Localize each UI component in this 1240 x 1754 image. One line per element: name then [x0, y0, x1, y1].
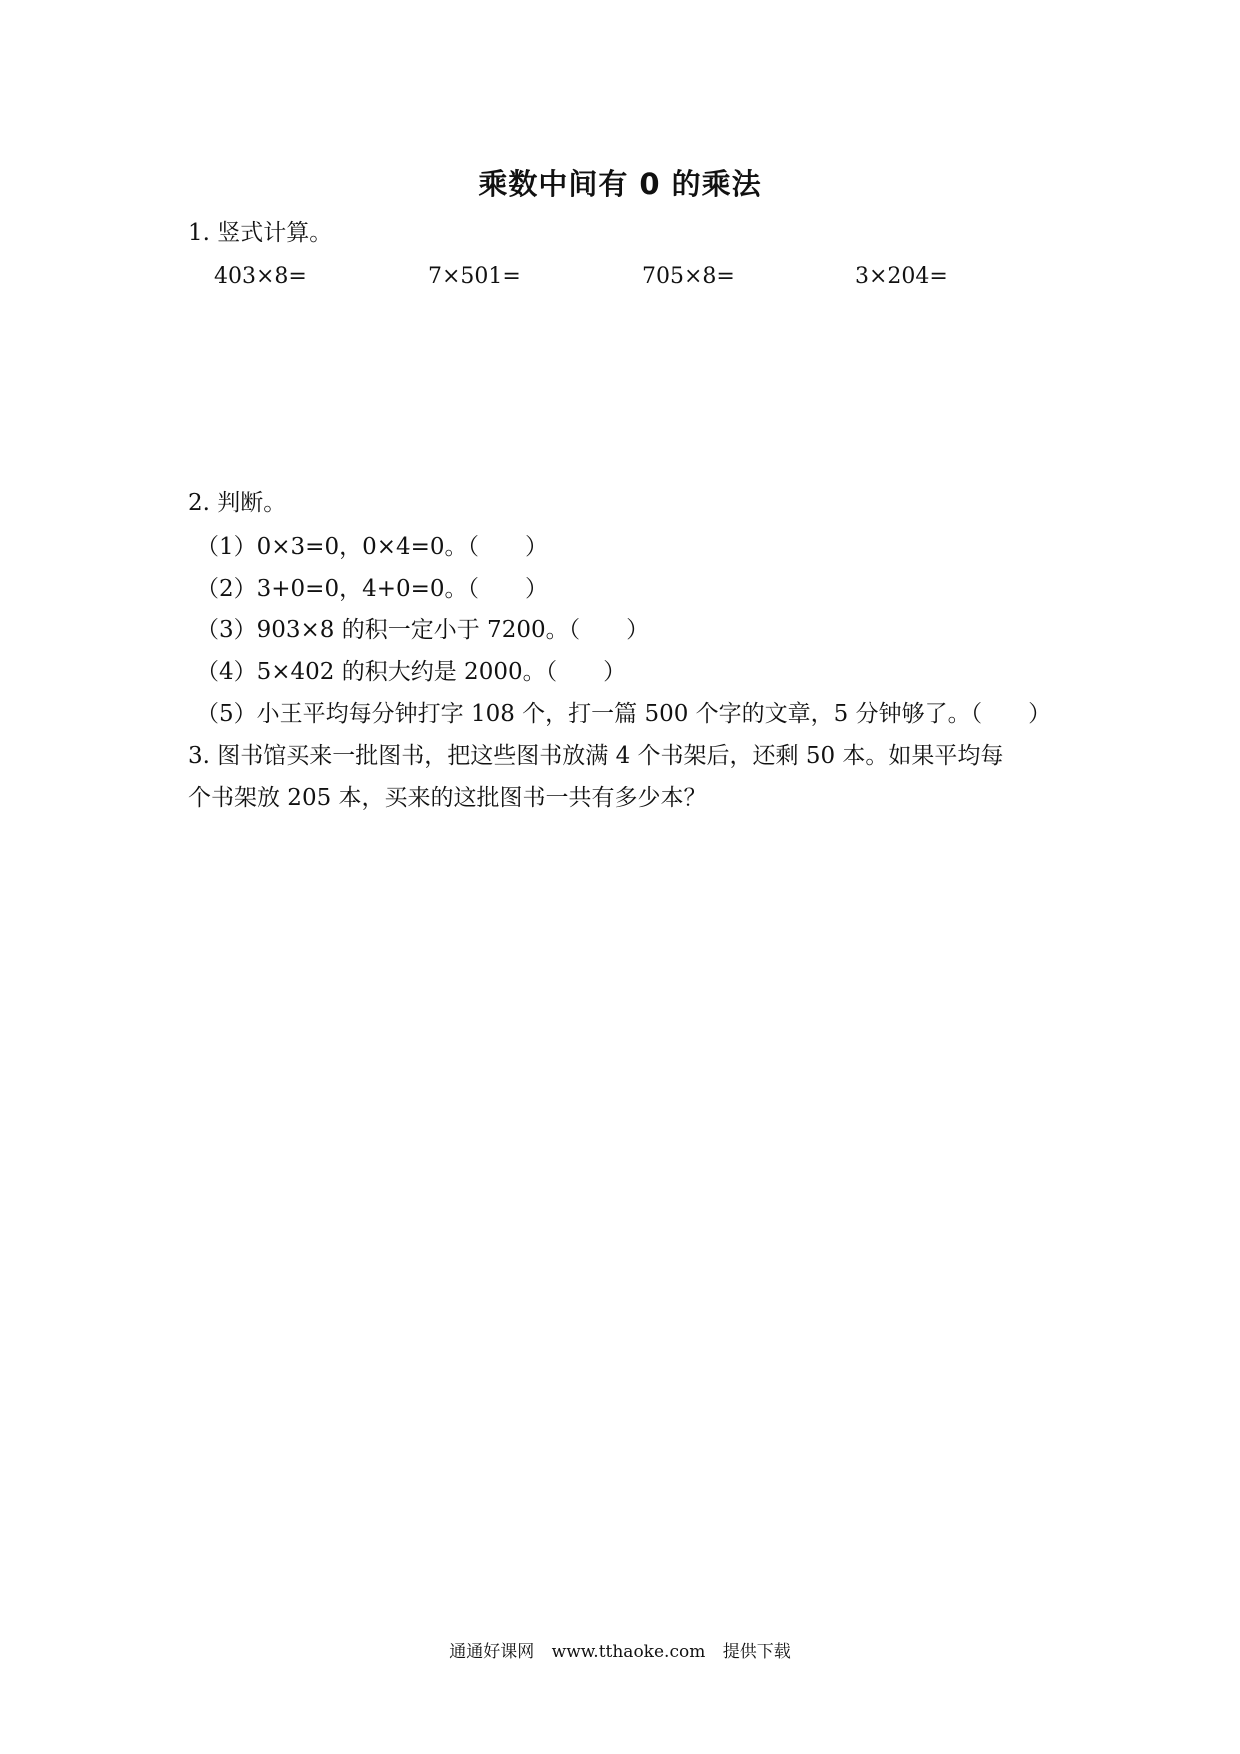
calc-problem: 705×8= [642, 264, 735, 289]
judgment-item: （3）903×8 的积一定小于 7200。（ ） [196, 617, 650, 643]
question-2-heading: 2. 判断。 [188, 490, 287, 516]
judgment-item: （4）5×402 的积大约是 2000。（ ） [196, 659, 627, 685]
footer-site-name: 通通好课网 [449, 1642, 535, 1662]
question-1-heading: 1. 竖式计算。 [188, 220, 333, 246]
calc-problem: 7×501= [428, 264, 521, 289]
footer-url: www.tthaoke.com [551, 1642, 706, 1662]
question-3-text: 3. 图书馆买来一批图书，把这些图书放满 4 个书架后，还剩 50 本。如果平均每 [188, 743, 1004, 769]
calc-problem: 403×8= [214, 264, 307, 289]
footer [0, 1637, 1240, 1662]
calculation-problems [0, 262, 1240, 292]
footer-suffix: 提供下载 [722, 1642, 791, 1662]
question-3-text-continued: 个书架放 205 本，买来的这批图书一共有多少本？ [188, 785, 707, 811]
page-title: 乘数中间有 0 的乘法 [478, 167, 762, 201]
judgment-item: （5）小王平均每分钟打字 108 个，打一篇 500 个字的文章，5 分钟够了。（ ） [196, 701, 1052, 727]
judgment-item: （2）3+0=0，4+0=0。（ ） [196, 576, 549, 602]
judgment-item: （1）0×3=0，0×4=0。（ ） [196, 534, 549, 560]
calc-problem: 3×204= [855, 264, 948, 289]
